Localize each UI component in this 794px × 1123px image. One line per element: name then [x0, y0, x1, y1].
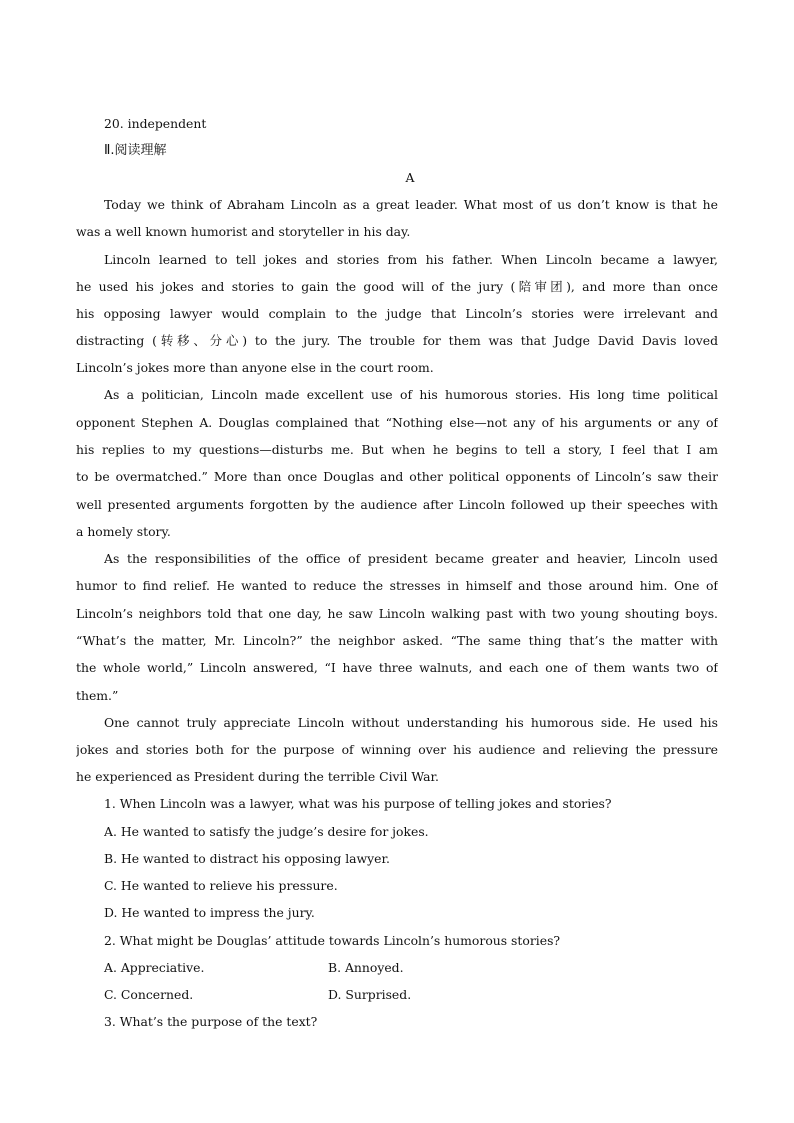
- section-heading: Ⅱ.阅读理解: [104, 143, 167, 158]
- paragraph-3-line-5: well presented arguments forgotten by the audience after Lincoln followed up their speeches with: [76, 497, 718, 512]
- question-1-option-a: A. He wanted to satisfy the judge’s desire for jokes.: [104, 824, 429, 839]
- paragraph-3-line-6: a homely story.: [76, 524, 171, 539]
- paragraph-2-line-4: distracting (转移、分心) to the jury. The trouble for them was that Judge David Davis loved: [76, 333, 718, 348]
- paragraph-1-line-2: was a well known humorist and storyteller in his day.: [76, 224, 411, 239]
- item-20: 20. independent: [104, 116, 207, 131]
- paragraph-4-line-2: humor to find relief. He wanted to reduce the stresses in himself and those around him. One of: [76, 578, 718, 593]
- question-1-option-c: C. He wanted to relieve his pressure.: [104, 878, 338, 893]
- paragraph-4-line-6: them.”: [76, 688, 119, 703]
- paragraph-5-line-3: he experienced as President during the terrible Civil War.: [76, 769, 439, 784]
- paragraph-5-line-1: One cannot truly appreciate Lincoln without understanding his humorous side. He used his: [104, 715, 718, 730]
- question-2-option-b: B. Annoyed.: [328, 960, 404, 975]
- paragraph-3-line-2: opponent Stephen A. Douglas complained that “Nothing else—not any of his arguments or any of: [76, 415, 718, 430]
- question-2-option-c: C. Concerned.: [104, 987, 194, 1002]
- paragraph-2-line-2: he used his jokes and stories to gain the good will of the jury (陪审团), and more than once: [76, 279, 718, 294]
- question-2-option-d: D. Surprised.: [328, 987, 412, 1002]
- paragraph-4-line-3: Lincoln’s neighbors told that one day, he saw Lincoln walking past with two young shouting boys.: [76, 606, 718, 621]
- paragraph-2-line-1: Lincoln learned to tell jokes and stories from his father. When Lincoln became a lawyer,: [104, 252, 718, 267]
- paragraph-2-line-5: Lincoln’s jokes more than anyone else in the court room.: [76, 360, 434, 375]
- paragraph-4-line-1: As the responsibilities of the office of president became greater and heavier, Lincoln used: [104, 551, 718, 566]
- passage-label: A: [405, 170, 415, 185]
- paragraph-4-line-5: the whole world,” Lincoln answered, “I have three walnuts, and each one of them wants two of: [76, 660, 718, 675]
- paragraph-3-line-3: his replies to my questions—disturbs me. But when he begins to tell a story, I feel that I am: [76, 442, 718, 457]
- paragraph-5-line-2: jokes and stories both for the purpose of winning over his audience and relieving the pressure: [76, 742, 718, 757]
- paragraph-3-line-1: As a politician, Lincoln made excellent use of his humorous stories. His long time political: [104, 387, 718, 402]
- question-2-option-a: A. Appreciative.: [104, 960, 205, 975]
- paragraph-3-line-4: to be overmatched.” More than once Douglas and other political opponents of Lincoln’s saw their: [76, 469, 718, 484]
- paragraph-4-line-4: “What’s the matter, Mr. Lincoln?” the neighbor asked. “The same thing that’s the matter with: [76, 633, 718, 648]
- question-1-option-b: B. He wanted to distract his opposing lawyer.: [104, 851, 390, 866]
- question-3-stem: 3. What’s the purpose of the text?: [104, 1014, 318, 1029]
- question-1-stem: 1. When Lincoln was a lawyer, what was his purpose of telling jokes and stories?: [104, 796, 612, 811]
- question-1-option-d: D. He wanted to impress the jury.: [104, 905, 315, 920]
- paragraph-1-line-1: Today we think of Abraham Lincoln as a great leader. What most of us don’t know is that he: [104, 197, 718, 212]
- question-2-stem: 2. What might be Douglas’ attitude towards Lincoln’s humorous stories?: [104, 933, 561, 948]
- paragraph-2-line-3: his opposing lawyer would complain to the judge that Lincoln’s stories were irrelevant and: [76, 306, 718, 321]
